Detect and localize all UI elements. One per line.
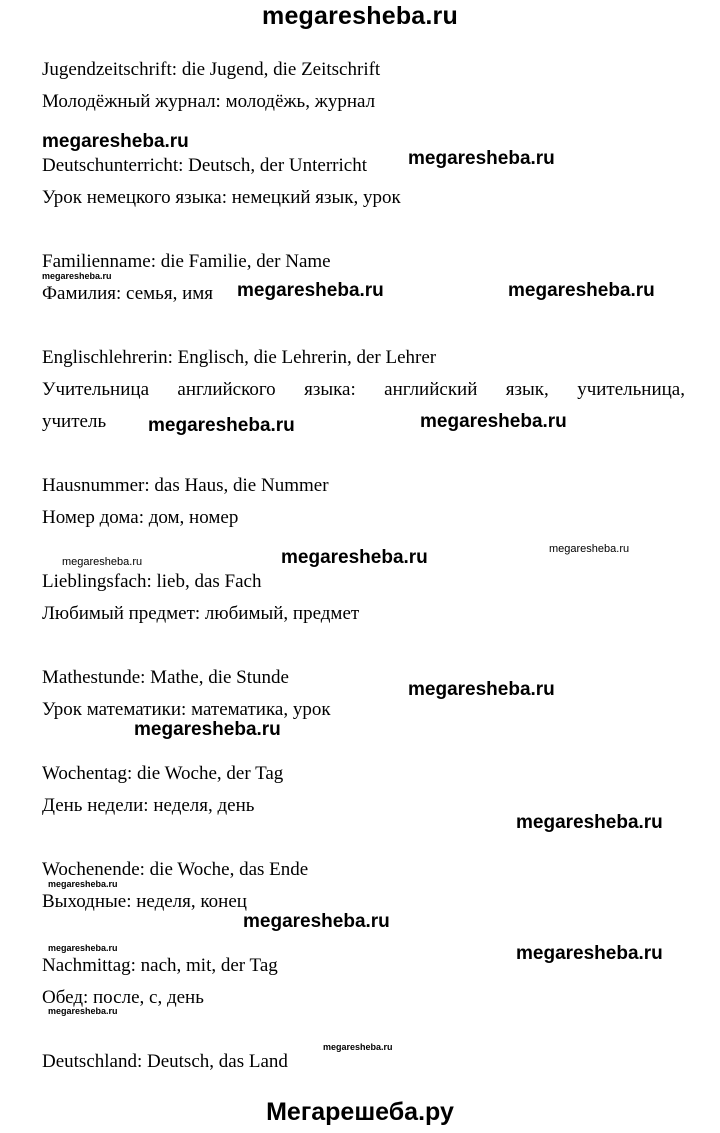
watermark: megaresheba.ru: [516, 943, 663, 964]
text-line: Lieblingsfach: lieb, das Fach: [42, 571, 262, 592]
text-line: учитель: [42, 411, 107, 432]
watermark: megaresheba.ru: [549, 543, 630, 555]
text-line: Обед: после, с, день: [42, 987, 204, 1008]
watermark: megaresheba.ru: [243, 911, 390, 932]
text-line: Deutschland: Deutsch, das Land: [42, 1051, 288, 1072]
text-line: Familienname: die Familie, der Name: [42, 251, 331, 272]
watermark: megaresheba.ru: [408, 148, 555, 169]
text-line: Wochentag: die Woche, der Tag: [42, 763, 284, 784]
text-line: Mathestunde: Mathe, die Stunde: [42, 667, 289, 688]
text-line: Урок математики: математика, урок: [42, 699, 331, 720]
watermark: megaresheba.ru: [408, 679, 555, 700]
watermark: megaresheba.ru: [42, 131, 189, 152]
watermark: megaresheba.ru: [48, 879, 118, 889]
text-line: Фамилия: семья, имя: [42, 283, 214, 304]
text-line: Wochenende: die Woche, das Ende: [42, 859, 309, 880]
watermark: megaresheba.ru: [508, 280, 655, 301]
text-line: Englischlehrerin: Englisch, die Lehrerin, der Lehrer: [42, 347, 437, 368]
watermark: megaresheba.ru: [42, 271, 112, 281]
watermark: megaresheba.ru: [281, 547, 428, 568]
watermark: megaresheba.ru: [134, 719, 281, 740]
watermark: megaresheba.ru: [62, 556, 143, 568]
text-line: Deutschunterricht: Deutsch, der Unterricht: [42, 155, 367, 176]
text-line: Любимый предмет: любимый, предмет: [42, 603, 360, 624]
text-line: День недели: неделя, день: [42, 795, 255, 816]
watermark: megaresheba.ru: [237, 280, 384, 301]
text-line: Выходные: неделя, конец: [42, 891, 247, 912]
text-line: Номер дома: дом, номер: [42, 507, 239, 528]
text-line: Jugendzeitschrift: die Jugend, die Zeitschrift: [42, 59, 381, 80]
page-footer: Мегарешеба.ру: [266, 1098, 454, 1126]
text-line: Урок немецкого языка: немецкий язык, урок: [42, 187, 401, 208]
watermark: megaresheba.ru: [420, 411, 567, 432]
watermark: megaresheba.ru: [323, 1042, 393, 1052]
text-line: Nachmittag: nach, mit, der Tag: [42, 955, 278, 976]
text-line: Молодёжный журнал: молодёжь, журнал: [42, 91, 376, 112]
text-line: Учительница английского языка: английский язык, учительница,: [42, 379, 685, 400]
watermark: megaresheba.ru: [48, 943, 118, 953]
watermark: megaresheba.ru: [516, 812, 663, 833]
watermark: megaresheba.ru: [48, 1006, 118, 1016]
watermark: megaresheba.ru: [148, 415, 295, 436]
page-header: megaresheba.ru: [262, 2, 458, 30]
text-line: Hausnummer: das Haus, die Nummer: [42, 475, 329, 496]
